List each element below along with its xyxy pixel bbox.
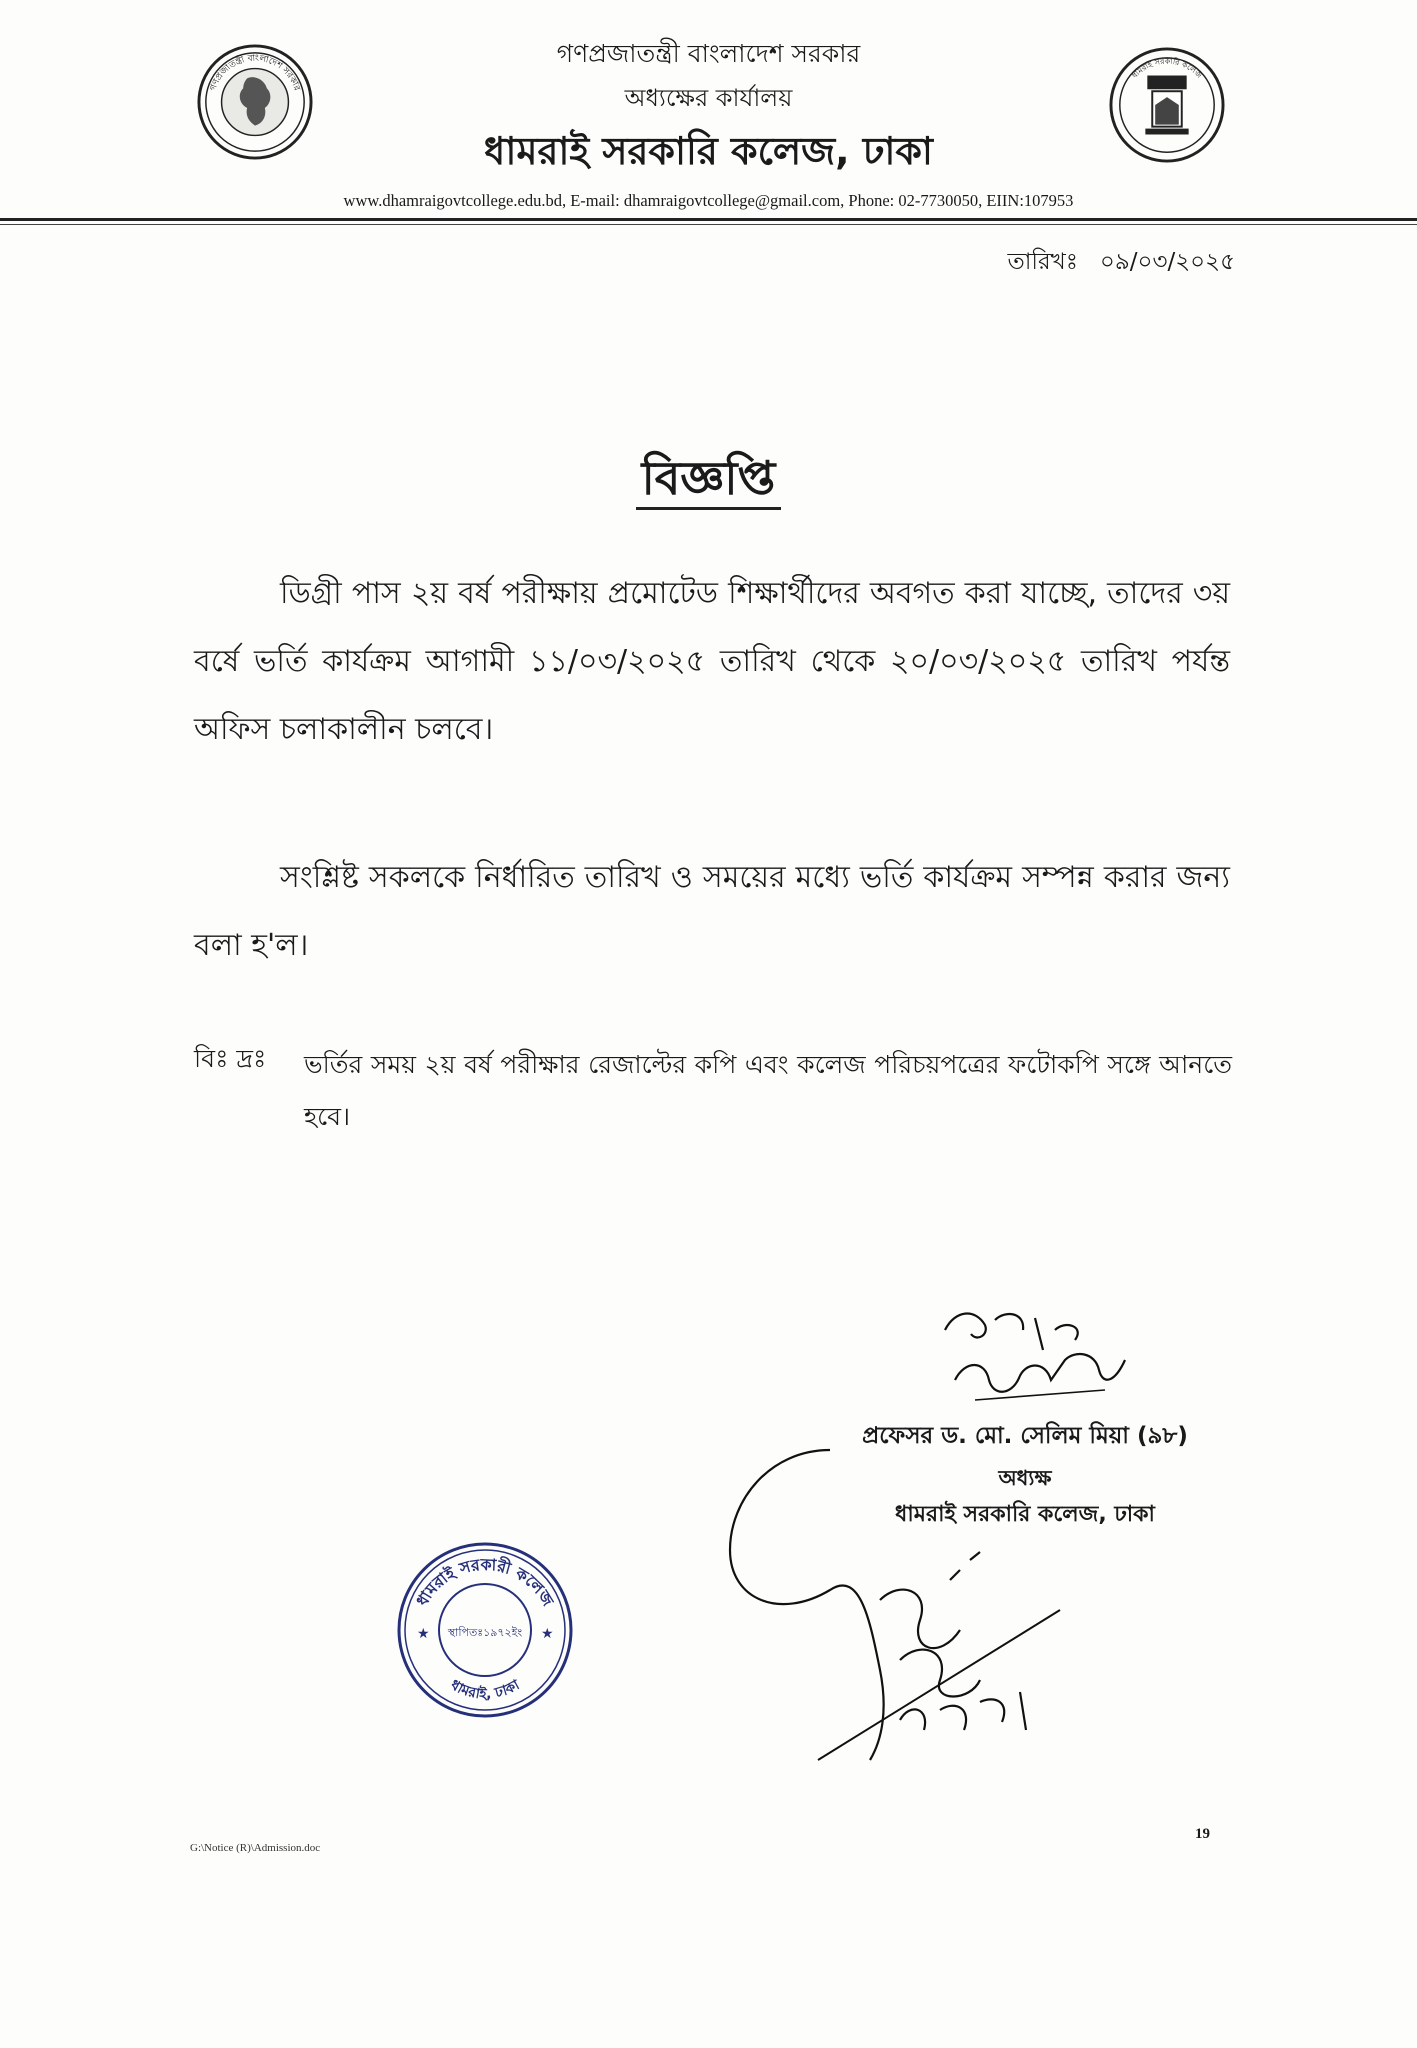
right-logo-text: ধামরাই সরকারি কলেজ (1130, 56, 1204, 80)
svg-text:ধামরাই সরকারী কলেজ (412, 1555, 557, 1610)
svg-text:★: ★ (417, 1626, 430, 1642)
notice-paragraph-1: ডিগ্রী পাস ২য় বর্ষ পরীক্ষায় প্রমোটেড শিক্ষার্থীদের অবগত করা যাচ্ছে, তাদের ৩য় বর্ষে ভর্তি কার্যক্রম আগামী ১১/০৩/২০২৫ তারিখ থেকে ২০/০৩/২০২৫ তারিখ পর্যন্ত অফিস চলাকালীন চলবে। (194, 576, 1230, 747)
date-value: ০৯/০৩/২০২৫ (1099, 249, 1235, 275)
note-text: ভর্তির সময় ২য় বর্ষ পরীক্ষার রেজাল্টের কপি এবং কলেজ পরিচয়পত্রের ফটোকপি সঙ্গে আনতে হবে। (304, 1050, 1232, 1131)
notice-heading-text: বিজ্ঞপ্তি (636, 451, 782, 510)
footer-file-path: G:\Notice (R)\Admission.doc (190, 1842, 321, 1854)
signatory-title: অধ্যক্ষ (998, 1466, 1052, 1490)
stamp-text: ধামরাই সরকারী কলেজ (412, 1554, 558, 1610)
government-name: গণপ্রজাতন্ত্রী বাংলাদেশ সরকার (556, 39, 861, 68)
college-name: ধামরাই সরকারি কলেজ, ঢাকা (484, 129, 933, 173)
notice-paragraph-2: সংশ্লিষ্ট সকলকে নির্ধারিত তারিখ ও সময়ের মধ্যে ভর্তি কার্যক্রম সম্পন্ন করার জন্য বলা হ'ল। (194, 860, 1230, 963)
svg-text:ধামরাই, ঢাকা (448, 1677, 523, 1703)
handwritten-initials (710, 1440, 1090, 1770)
date-line (1007, 243, 1235, 282)
college-stamp (395, 1540, 575, 1720)
signatory-name: প্রফেসর ড. মো. সেলিম মিয়া (৯৮) (862, 1423, 1188, 1449)
page-number: 19 (1195, 1826, 1210, 1842)
header-divider-thin (0, 224, 1417, 225)
left-logo-text: গণপ্রজাতন্ত্রী বাংলাদেশ সরকার (208, 53, 302, 93)
stamp-est: স্থাপিতঃ১৯৭২ইং (447, 1626, 523, 1639)
note-label: বিঃ দ্রঃ (194, 1044, 267, 1073)
date-label: তারিখঃ (1007, 249, 1078, 275)
contact-line: www.dhamraigovtcollege.edu.bd, E-mail: dhamraigovtcollege@gmail.com, Phone: 02-7730050, EIIN:107953 (343, 191, 1074, 210)
header-divider (0, 218, 1417, 221)
notice-heading (0, 444, 1417, 520)
office-name: অধ্যক্ষের কার্যালয় (624, 84, 793, 112)
stamp-place: ধামরাই, ঢাকা (447, 1677, 523, 1703)
svg-text:★: ★ (541, 1626, 554, 1642)
signatory-institution: ধামরাই সরকারি কলেজ, ঢাকা (895, 1502, 1155, 1527)
